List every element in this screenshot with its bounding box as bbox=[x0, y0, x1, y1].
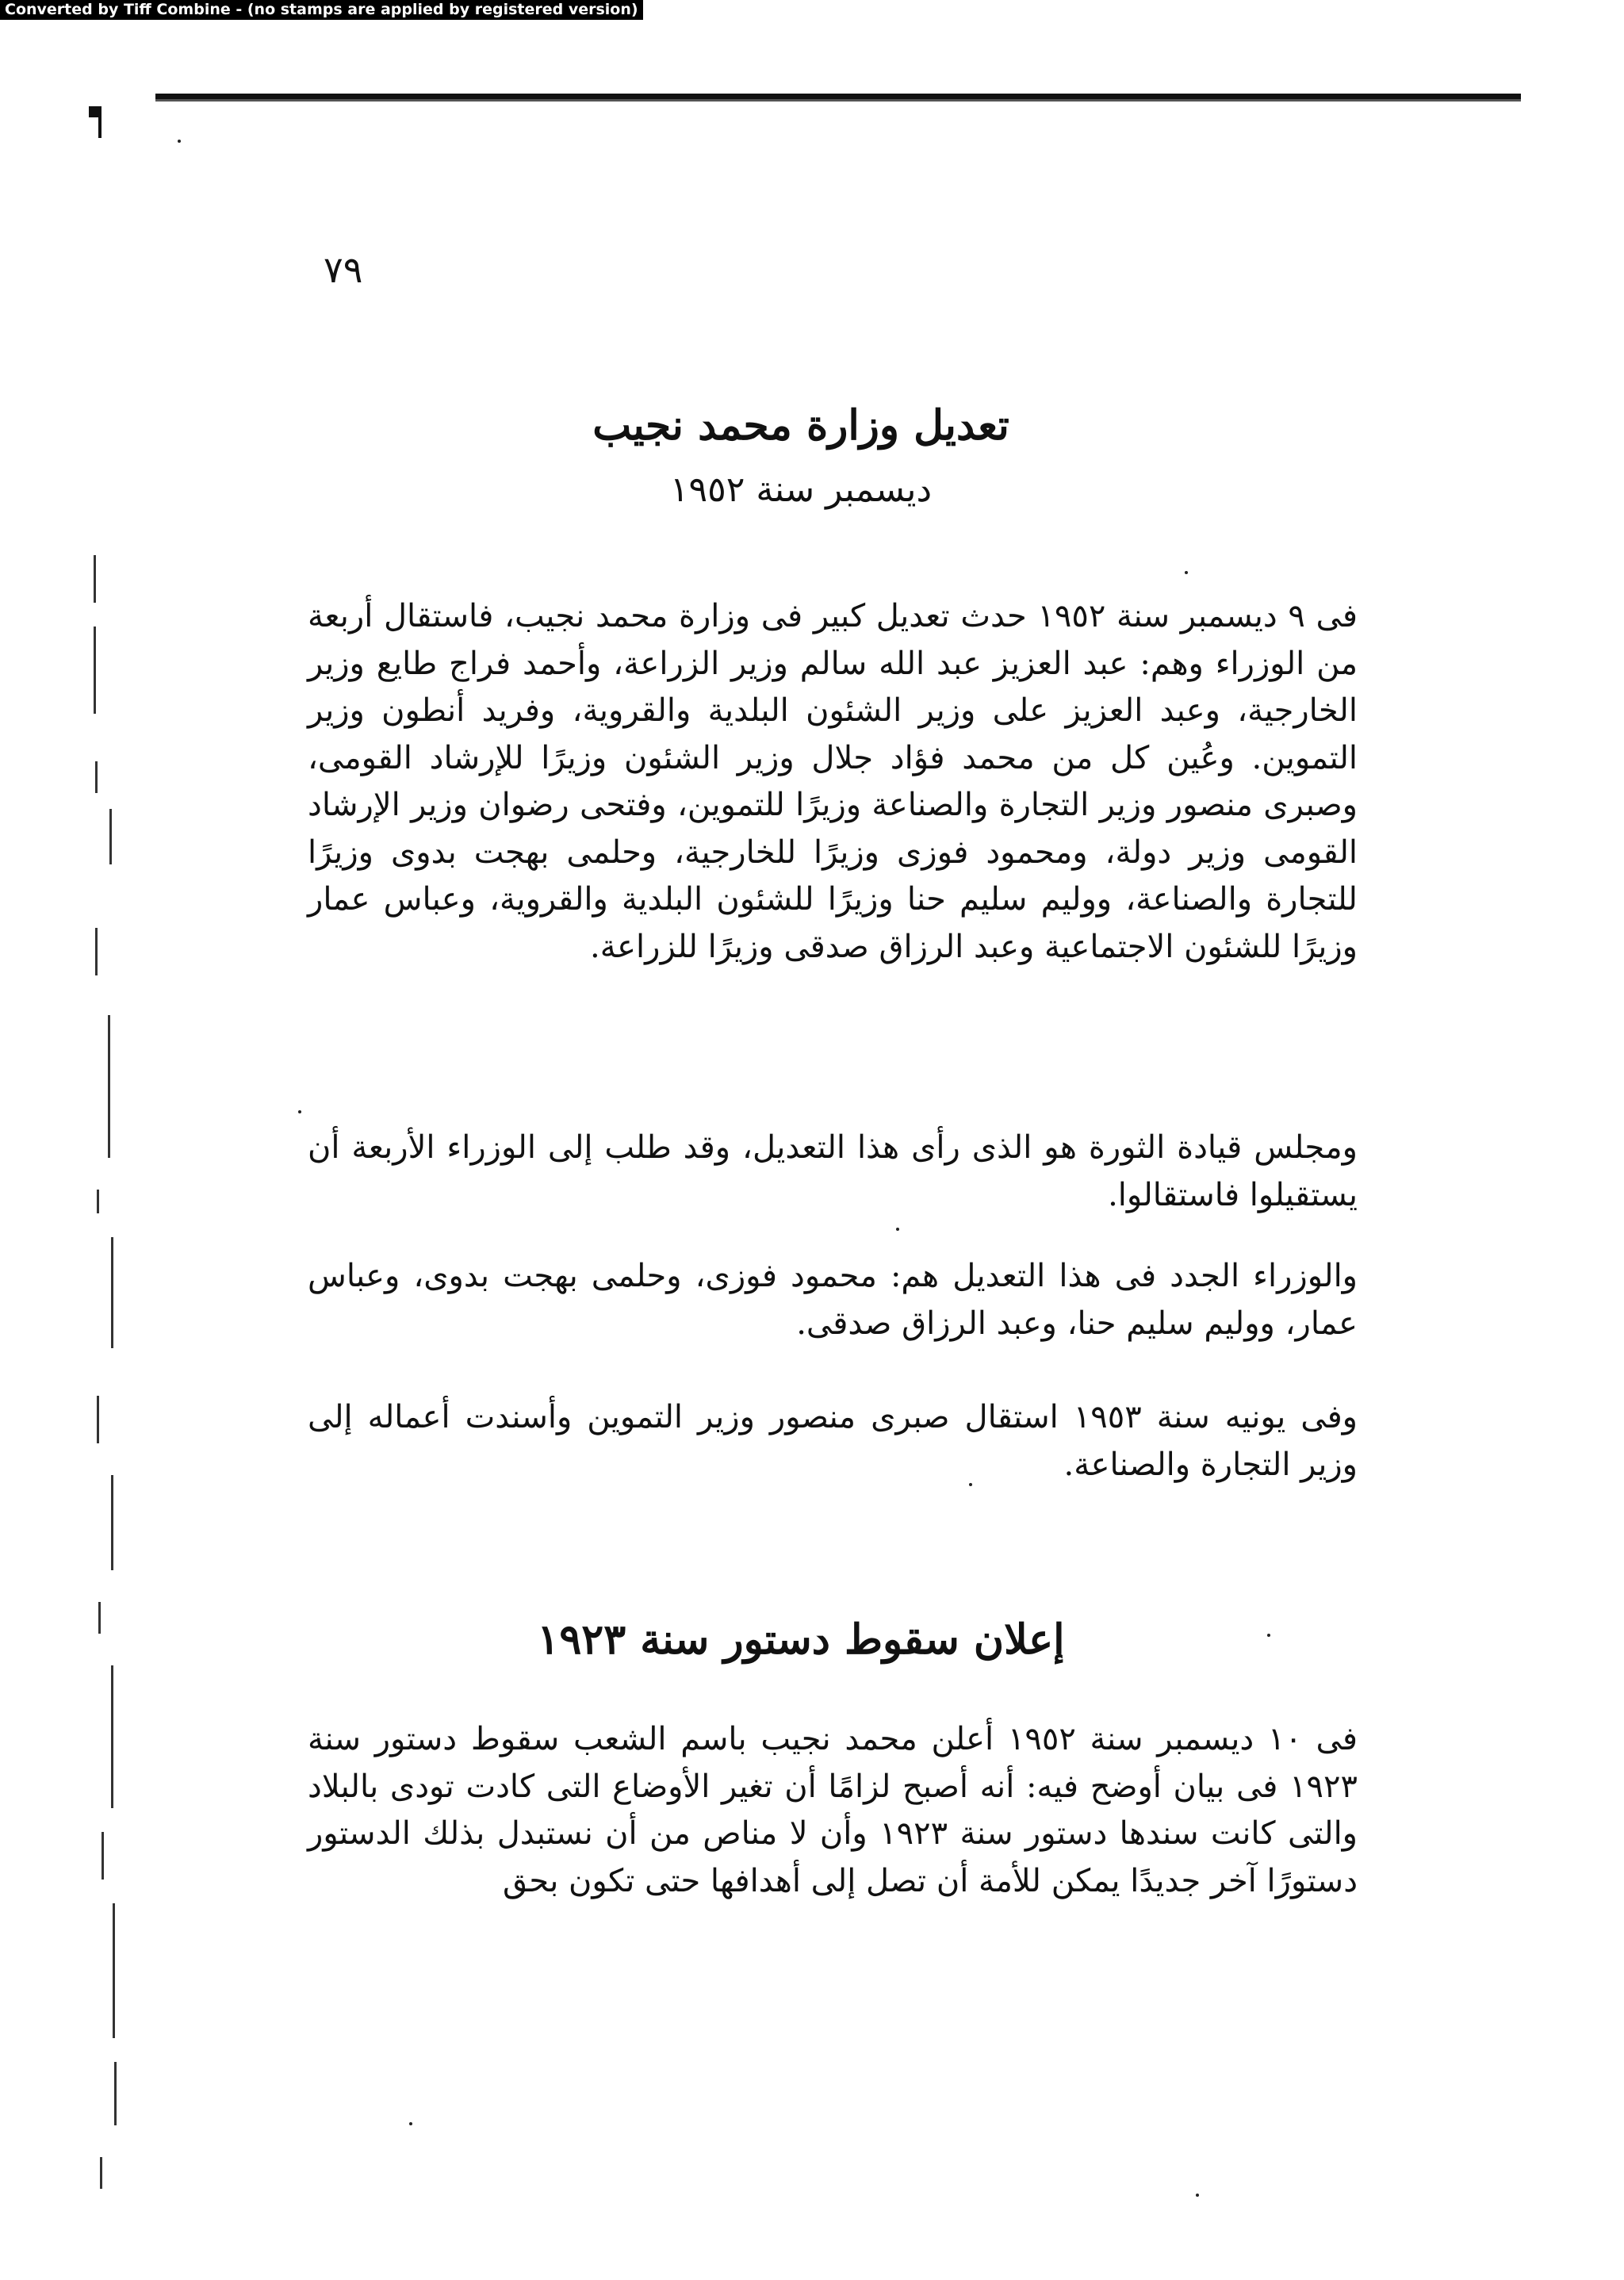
section-title-constitution: إعلان سقوط دستور سنة ١٩٢٣ bbox=[537, 1615, 1065, 1664]
scan-speck bbox=[969, 1483, 972, 1486]
binding-mark-tail bbox=[98, 106, 102, 138]
paragraph-reshuffle-details: فى ٩ ديسمبر سنة ١٩٥٢ حدث تعديل كبير فى وزارة محمد نجيب، فاستقال أربعة من الوزراء وهم: عبد العزيز عبد الله سالم وزير الزراعة، وأحمد فراج طايع وزير الخارجية، وعبد العزيز على وزير الشئون البلدية والقروية، وفريد أنطون وزير التموين. وعُين كل من محمد فؤاد جلال وزير الشئون وزيرًا للإرشاد القومى، وصبرى منصور وزير التجارة والصناعة وزيرًا للتموين، وفتحى رضوان وزير الإرشاد القومى وزير دولة، ومحمود فوزى وزيرًا للخارجية، وحلمى بهجت بدوى وزيرًا للتجارة والصناعة، ووليم سليم حنا وزيرًا للشئون البلدية والقروية، وعباس عمار وزيرًا للشئون الاجتماعية وعبد الرزاق صدقى وزيرًا للزراعة. bbox=[308, 598, 1358, 965]
section-subtitle-date: ديسمبر سنة ١٩٥٢ bbox=[669, 469, 933, 510]
scan-speck bbox=[1185, 571, 1188, 574]
paragraph-june-1953: وفى يونيه سنة ١٩٥٣ استقال صبرى منصور وزير التموين وأسندت أعماله إلى وزير التجارة والصناعة. bbox=[308, 1399, 1358, 1483]
scan-speck bbox=[178, 140, 181, 143]
header-rule bbox=[155, 94, 1521, 102]
converter-banner: Converted by Tiff Combine - (no stamps are applied by registered version) bbox=[0, 0, 643, 20]
scan-speck bbox=[298, 1110, 301, 1113]
scan-speck bbox=[1267, 1634, 1270, 1637]
page-number: ٧٩ bbox=[324, 248, 363, 291]
scan-edge-marks bbox=[87, 555, 119, 2221]
paragraph-revolution-council: ومجلس قيادة الثورة هو الذى رأى هذا التعديل، وقد طلب إلى الوزراء الأربعة أن يستقيلوا فاستقالوا. bbox=[308, 1129, 1358, 1213]
paragraph-constitution-announcement: فى ١٠ ديسمبر سنة ١٩٥٢ أعلن محمد نجيب باسم الشعب سقوط دستور سنة ١٩٢٣ فى بيان أوضح فيه: أنه أصبح لزامًا أن تغير الأوضاع التى كادت تودى بالبلاد والتى كانت سندها دستور سنة ١٩٢٣ وأن لا مناص من أن نستبدل بذلك الدستور دستورًا آخر جديدًا يمكن للأمة أن تصل إلى أهدافها حتى تكون بحق bbox=[308, 1721, 1358, 1899]
scan-speck bbox=[896, 1228, 899, 1231]
paragraph-new-ministers: والوزراء الجدد فى هذا التعديل هم: محمود فوزى، وحلمى بهجت بدوى، وعباس عمار، ووليم سليم حنا، وعبد الرزاق صدقى. bbox=[308, 1258, 1358, 1342]
scan-speck bbox=[1196, 2194, 1199, 2197]
scan-speck bbox=[409, 2122, 412, 2125]
section-title-ministry-reshuffle: تعديل وزارة محمد نجيب bbox=[592, 401, 1009, 450]
